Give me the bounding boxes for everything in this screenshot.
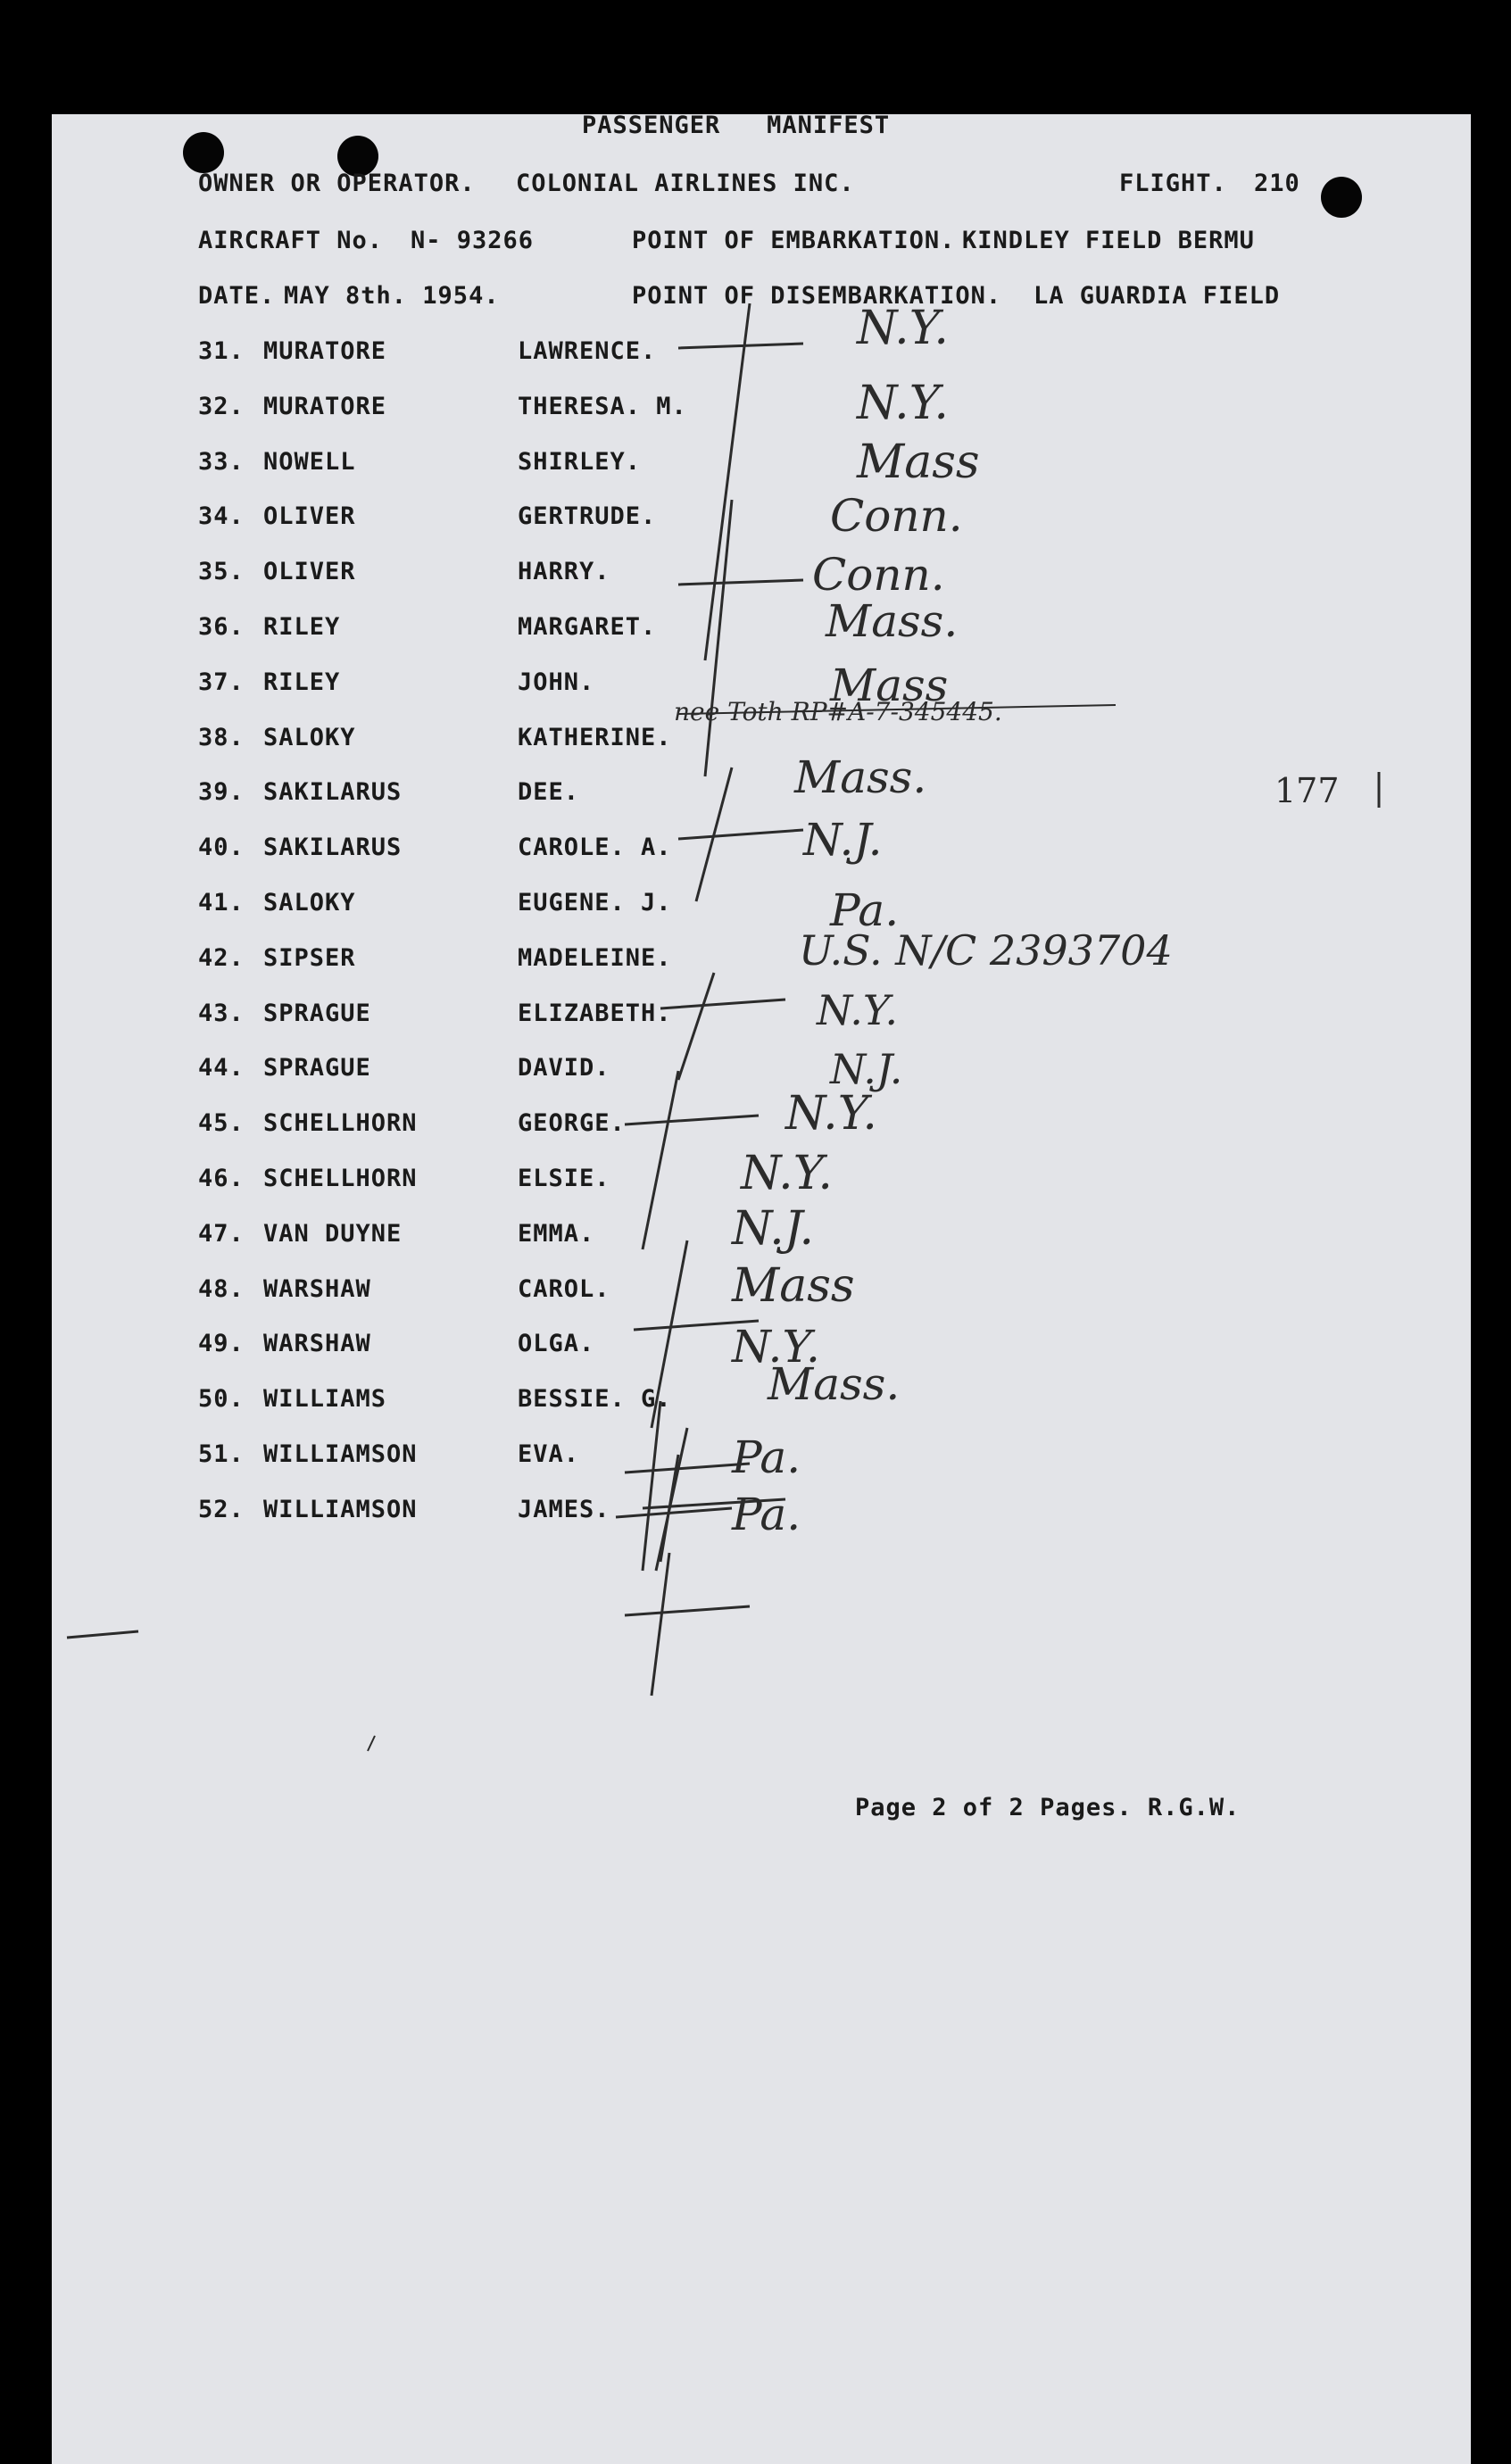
- disembarkation-value: LA GUARDIA FIELD: [1034, 282, 1281, 310]
- row-number: 51.: [198, 1440, 245, 1468]
- passenger-given-name: JOHN.: [518, 668, 595, 696]
- handwritten-note: N.Y.: [785, 1087, 877, 1141]
- row-number: 45.: [198, 1109, 245, 1137]
- passenger-surname: OLIVER: [263, 502, 356, 530]
- passenger-surname: SALOKY: [263, 724, 356, 751]
- handwritten-note: N.Y.: [857, 377, 949, 430]
- row-number: 48.: [198, 1275, 245, 1303]
- embarkation-label: POINT OF EMBARKATION.: [632, 227, 956, 254]
- handwritten-note: N.J.: [732, 1202, 815, 1256]
- row-number: 41.: [198, 889, 245, 917]
- passenger-surname: SPRAGUE: [263, 1054, 371, 1082]
- handwritten-note: Mass: [732, 1259, 855, 1313]
- passenger-surname: SAKILARUS: [263, 778, 403, 806]
- passenger-surname: SCHELLHORN: [263, 1109, 418, 1137]
- flight-label: FLIGHT.: [1119, 170, 1227, 197]
- row-number: 52.: [198, 1496, 245, 1523]
- passenger-given-name: GEORGE.: [518, 1109, 626, 1137]
- passenger-surname: WARSHAW: [263, 1330, 371, 1357]
- handwritten-note: U.S. N/C 2393704: [799, 926, 1173, 975]
- passenger-surname: OLIVER: [263, 558, 356, 585]
- handwritten-note: N.Y.: [741, 1147, 833, 1200]
- date-value: MAY 8th. 1954.: [284, 282, 500, 310]
- passenger-given-name: KATHERINE.: [518, 724, 672, 751]
- handwritten-note: Mass.: [768, 1358, 901, 1410]
- passenger-given-name: EVA.: [518, 1440, 580, 1468]
- passenger-given-name: DEE.: [518, 778, 580, 806]
- handwritten-note: N.Y.: [857, 302, 949, 355]
- passenger-surname: SCHELLHORN: [263, 1165, 418, 1192]
- passenger-given-name: HARRY.: [518, 558, 610, 585]
- page-footer: Page 2 of 2 Pages. R.G.W.: [855, 1794, 1241, 1821]
- passenger-given-name: CAROLE. A.: [518, 834, 672, 861]
- passenger-surname: VAN DUYNE: [263, 1220, 403, 1248]
- passenger-given-name: BESSIE. G.: [518, 1385, 672, 1413]
- handwritten-note: Mass: [830, 660, 949, 711]
- passenger-surname: RILEY: [263, 613, 341, 641]
- passenger-given-name: JAMES.: [518, 1496, 610, 1523]
- row-number: 42.: [198, 944, 245, 972]
- passenger-surname: NOWELL: [263, 448, 356, 476]
- row-number: 46.: [198, 1165, 245, 1192]
- owner-value: COLONIAL AIRLINES INC.: [516, 170, 855, 197]
- passenger-given-name: THERESA. M.: [518, 393, 687, 420]
- row-number: 34.: [198, 502, 245, 530]
- row-number: 49.: [198, 1330, 245, 1357]
- row-number: 32.: [198, 393, 245, 420]
- passenger-surname: MURATORE: [263, 393, 387, 420]
- passenger-given-name: DAVID.: [518, 1054, 610, 1082]
- handwritten-note: Mass.: [794, 751, 927, 803]
- passenger-surname: SIPSER: [263, 944, 356, 972]
- handwritten-note: Pa.: [732, 1489, 801, 1540]
- passenger-given-name: ELSIE.: [518, 1165, 610, 1192]
- date-label: DATE.: [198, 282, 276, 310]
- passenger-surname: SPRAGUE: [263, 1000, 371, 1027]
- passenger-given-name: EUGENE. J.: [518, 889, 672, 917]
- handwritten-note: Mass.: [826, 595, 959, 647]
- row-number: 31.: [198, 337, 245, 365]
- handwritten-note: Conn.: [812, 549, 945, 601]
- row-number: 43.: [198, 1000, 245, 1027]
- passenger-given-name: GERTRUDE.: [518, 502, 657, 530]
- passenger-given-name: MARGARET.: [518, 613, 657, 641]
- passenger-given-name: ELIZABETH.: [518, 1000, 672, 1027]
- passenger-given-name: OLGA.: [518, 1330, 595, 1357]
- flight-value: 210: [1254, 170, 1300, 197]
- handwritten-note: N.Y.: [817, 986, 898, 1034]
- row-number: 37.: [198, 668, 245, 696]
- passenger-surname: WILLIAMSON: [263, 1440, 418, 1468]
- handwritten-note: Conn.: [830, 490, 963, 542]
- row-number: 36.: [198, 613, 245, 641]
- passenger-surname: SALOKY: [263, 889, 356, 917]
- row-number: 40.: [198, 834, 245, 861]
- row-number: 50.: [198, 1385, 245, 1413]
- handwritten-note: Pa.: [830, 884, 900, 936]
- aircraft-value: N- 93266: [411, 227, 535, 254]
- passenger-surname: SAKILARUS: [263, 834, 403, 861]
- passenger-surname: WARSHAW: [263, 1275, 371, 1303]
- handwritten-note: Pa.: [732, 1431, 801, 1483]
- embarkation-value: KINDLEY FIELD BERMU: [962, 227, 1255, 254]
- owner-label: OWNER OR OPERATOR.: [198, 170, 476, 197]
- passenger-given-name: CAROL.: [518, 1275, 610, 1303]
- handwritten-note: N.J.: [830, 1045, 903, 1093]
- passenger-surname: MURATORE: [263, 337, 387, 365]
- passenger-given-name: MADELEINE.: [518, 944, 672, 972]
- handwritten-note: N.J.: [803, 814, 883, 866]
- passenger-surname: RILEY: [263, 668, 341, 696]
- handwritten-note: Mass: [857, 436, 980, 489]
- manifest-title: PASSENGER MANIFEST: [582, 112, 891, 139]
- punch-hole: [1321, 177, 1362, 218]
- row-number: 47.: [198, 1220, 245, 1248]
- aircraft-label: AIRCRAFT No.: [198, 227, 384, 254]
- handwritten-note: N.Y.: [732, 1321, 820, 1373]
- disembarkation-label: POINT OF DISEMBARKATION.: [632, 282, 1002, 310]
- handwritten-note: nee Toth RP#A-7-345445.: [674, 697, 1002, 726]
- side-number: 177: [1274, 771, 1340, 810]
- row-number: 39.: [198, 778, 245, 806]
- passenger-given-name: LAWRENCE.: [518, 337, 657, 365]
- punch-hole: [183, 132, 224, 173]
- passenger-surname: WILLIAMS: [263, 1385, 387, 1413]
- row-number: 38.: [198, 724, 245, 751]
- passenger-given-name: EMMA.: [518, 1220, 595, 1248]
- passenger-surname: WILLIAMSON: [263, 1496, 418, 1523]
- row-number: 44.: [198, 1054, 245, 1082]
- row-number: 35.: [198, 558, 245, 585]
- passenger-given-name: SHIRLEY.: [518, 448, 642, 476]
- row-number: 33.: [198, 448, 245, 476]
